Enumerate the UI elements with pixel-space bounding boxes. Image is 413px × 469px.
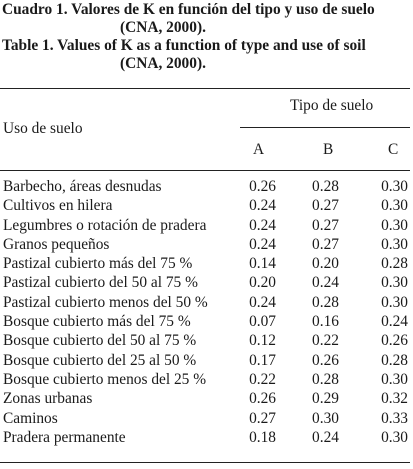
table-row (0, 254, 410, 273)
caption-spanish-line2: (CNA, 2000). (120, 19, 206, 36)
row-label: Granos pequeños (3, 235, 110, 253)
row-label: Bosque cubierto menos del 25 % (3, 370, 207, 388)
table-row (0, 293, 410, 312)
value-cell-a: 0.26 (249, 178, 276, 195)
value-cell-a: 0.14 (249, 255, 276, 273)
caption-spanish-line1: Cuadro 1. Valores de K en función del tipo y uso de suelo (2, 1, 375, 18)
table-top-rule (0, 88, 410, 89)
value-cell-c: 0.30 (381, 178, 408, 195)
caption-english-line1: Table 1. Values of K as a function of type and use of soil (2, 37, 366, 54)
table-row (0, 351, 410, 370)
value-cell-a: 0.26 (249, 390, 276, 408)
value-cell-a: 0.24 (249, 235, 276, 253)
value-cell-c: 0.30 (381, 197, 408, 215)
row-label: Bosque cubierto más del 75 % (3, 313, 191, 331)
table-row (0, 409, 410, 428)
value-cell-c: 0.30 (381, 370, 408, 388)
row-header-land-use: Uso de suelo (3, 120, 83, 137)
value-cell-b: 0.24 (312, 428, 339, 446)
caption-english (2, 37, 406, 73)
value-cell-a: 0.07 (249, 313, 276, 331)
table-row (0, 312, 410, 331)
group-header-soil-type: Tipo de suelo (290, 97, 374, 114)
table-row (0, 177, 410, 196)
value-cell-b: 0.20 (312, 255, 339, 273)
column-header-b: B (323, 141, 334, 158)
table-row (0, 370, 410, 389)
row-label: Bosque cubierto del 25 al 50 % (3, 351, 197, 369)
value-cell-a: 0.24 (249, 216, 276, 234)
row-label: Legumbres o rotación de pradera (3, 216, 207, 234)
table-row (0, 428, 410, 447)
value-cell-c: 0.30 (381, 216, 408, 234)
row-label: Cultivos en hilera (3, 197, 113, 215)
value-cell-a: 0.12 (249, 332, 276, 350)
value-cell-b: 0.16 (312, 313, 339, 331)
table-bottom-rule (0, 462, 410, 463)
value-cell-c: 0.24 (381, 313, 408, 331)
value-cell-b: 0.26 (312, 351, 339, 369)
column-header-c: C (388, 141, 399, 158)
row-label: Pradera permanente (3, 428, 126, 446)
value-cell-c: 0.32 (381, 390, 408, 408)
value-cell-b: 0.30 (312, 409, 339, 427)
row-label: Barbecho, áreas desnudas (3, 178, 162, 195)
value-cell-b: 0.22 (312, 332, 339, 350)
value-cell-b: 0.28 (312, 178, 339, 195)
value-cell-a: 0.24 (249, 293, 276, 311)
value-cell-b: 0.27 (312, 235, 339, 253)
caption-spanish (2, 1, 406, 37)
row-label: Zonas urbanas (3, 390, 93, 408)
table-row (0, 235, 410, 254)
value-cell-a: 0.17 (249, 351, 276, 369)
table-row (0, 331, 410, 350)
table-row (0, 389, 410, 408)
value-cell-a: 0.18 (249, 428, 276, 446)
value-cell-b: 0.27 (312, 216, 339, 234)
row-label: Pastizal cubierto menos del 50 % (3, 293, 208, 311)
value-cell-b: 0.27 (312, 197, 339, 215)
value-cell-b: 0.24 (312, 274, 339, 292)
row-label: Caminos (3, 409, 58, 427)
row-label: Pastizal cubierto más del 75 % (3, 255, 193, 273)
value-cell-c: 0.30 (381, 293, 408, 311)
value-cell-c: 0.28 (381, 351, 408, 369)
row-label: Pastizal cubierto del 50 al 75 % (3, 274, 198, 292)
table-header-rule (0, 170, 410, 171)
caption-english-line2: (CNA, 2000). (120, 55, 206, 72)
value-cell-a: 0.24 (249, 197, 276, 215)
table-row (0, 273, 410, 292)
value-cell-b: 0.29 (312, 390, 339, 408)
value-cell-c: 0.30 (381, 235, 408, 253)
value-cell-b: 0.28 (312, 293, 339, 311)
value-cell-a: 0.22 (249, 370, 276, 388)
value-cell-c: 0.30 (381, 428, 408, 446)
value-cell-c: 0.26 (381, 332, 408, 350)
data-table (0, 177, 410, 447)
value-cell-c: 0.28 (381, 255, 408, 273)
column-header-a: A (253, 141, 265, 158)
table-row (0, 216, 410, 235)
value-cell-c: 0.33 (381, 409, 408, 427)
row-label: Bosque cubierto del 50 al 75 % (3, 332, 197, 350)
value-cell-a: 0.20 (249, 274, 276, 292)
table-row (0, 196, 410, 215)
group-header-rule (240, 127, 410, 128)
value-cell-a: 0.27 (249, 409, 276, 427)
table-body (0, 177, 410, 447)
value-cell-b: 0.28 (312, 370, 339, 388)
value-cell-c: 0.30 (381, 274, 408, 292)
